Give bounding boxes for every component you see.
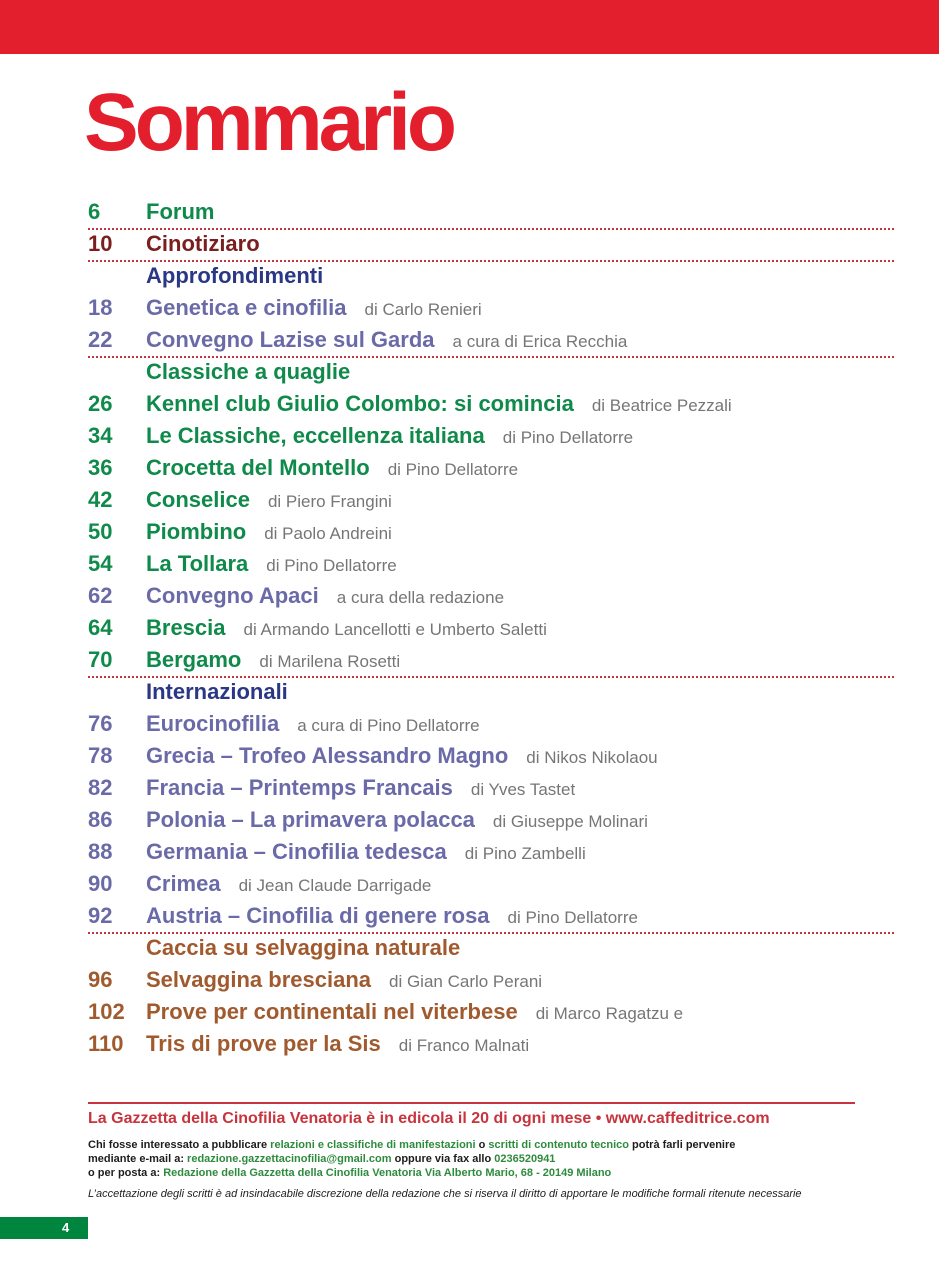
toc-entry [88, 836, 894, 868]
toc-title-text: Francia – Printemps Francais [146, 775, 453, 800]
toc-page-number: 92 [88, 903, 113, 928]
toc-page-number: 88 [88, 839, 113, 864]
toc-title [146, 324, 627, 358]
toc-entry [88, 516, 894, 548]
toc-author: di Pino Zambelli [464, 844, 586, 863]
toc-title [146, 196, 214, 228]
toc-title-text: Selvaggina bresciana [146, 967, 371, 992]
toc-section-heading [88, 676, 894, 708]
toc-title [146, 740, 658, 774]
page-title: Sommario [84, 77, 453, 168]
toc-entry [88, 420, 894, 452]
toc-entry [88, 868, 894, 900]
toc-page-number: 34 [88, 423, 113, 448]
toc-entry [88, 644, 894, 676]
toc-entry [88, 612, 894, 644]
toc-author: a cura di Erica Recchia [452, 332, 628, 351]
toc-entry [88, 196, 894, 228]
toc-author: di Carlo Renieri [364, 300, 482, 319]
toc-title [146, 484, 392, 518]
toc-entry [88, 804, 894, 836]
toc-author: di Pino Dellatorre [387, 460, 519, 479]
toc-title [146, 612, 547, 646]
toc-title-text: Kennel club Giulio Colombo: si comincia [146, 391, 574, 416]
contact-line-1: Chi fosse interessato a pubblicare relazioni e classifiche di manifestazioni o scritti di contenuto tecnico potrà farli pervenire [88, 1139, 736, 1151]
toc-page-number: 64 [88, 615, 113, 640]
toc-title-text: Le Classiche, eccellenza italiana [146, 423, 485, 448]
toc-title [146, 644, 400, 678]
toc-entry [88, 964, 894, 996]
toc-entry [88, 484, 894, 516]
toc-page-number: 26 [88, 391, 113, 416]
toc-section-heading [88, 356, 894, 388]
toc-title-text: Austria – Cinofilia di genere rosa [146, 903, 490, 928]
toc-title-text: Forum [146, 199, 215, 224]
toc-page-number: 70 [88, 647, 113, 672]
toc-title-text: Bergamo [146, 647, 242, 672]
toc-author: a cura di Pino Dellatorre [297, 716, 480, 735]
toc-author: di Nikos Nikolaou [526, 748, 658, 767]
toc-author: di Gian Carlo Perani [389, 972, 543, 991]
toc-author: di Paolo Andreini [264, 524, 392, 543]
toc-title [146, 228, 260, 260]
toc-author: di Beatrice Pezzali [591, 396, 732, 415]
contact-line-2: mediante e-mail a: redazione.gazzettacinofilia@gmail.com oppure via fax allo 0236520941 [88, 1153, 556, 1165]
footer-disclaimer: L’accettazione degli scritti è ad insindacabile discrezione della redazione che si riserva il diritto di apportare le modifiche formali ritenute necessarie [88, 1188, 802, 1200]
toc-title [146, 900, 638, 934]
toc-author: di Pino Dellatorre [266, 556, 397, 575]
contact-email[interactable]: redazione.gazzettacinofilia@gmail.com [187, 1153, 392, 1165]
toc-page-number: 42 [88, 487, 113, 512]
toc-title-text: Grecia – Trofeo Alessandro Magno [146, 743, 509, 768]
toc-title-text: Classiche a quaglie [146, 359, 351, 384]
toc-section-heading [88, 932, 894, 964]
toc-page-number: 78 [88, 743, 113, 768]
footer-divider [88, 1102, 855, 1104]
toc-title-text: Convegno Lazise sul Garda [146, 327, 435, 352]
toc-title-text: Tris di prove per la Sis [146, 1031, 381, 1056]
toc-author: di Armando Lancellotti e Umberto Saletti [243, 620, 547, 639]
toc-title-text: Crimea [146, 871, 221, 896]
toc-title-text: Conselice [146, 487, 250, 512]
toc-page-number: 110 [88, 1031, 124, 1056]
toc-page-number: 102 [88, 999, 125, 1024]
toc-title [146, 708, 480, 742]
toc-title [146, 804, 648, 838]
toc-author: di Franco Malnati [398, 1036, 530, 1055]
toc-entry [88, 740, 894, 772]
toc-title-text: Cinotiziaro [146, 231, 260, 256]
toc-page-number: 62 [88, 583, 113, 608]
toc-entry [88, 228, 894, 260]
toc-title [146, 996, 683, 1030]
toc-page-number: 86 [88, 807, 113, 832]
toc-title-text: Approfondimenti [146, 263, 324, 288]
toc-page-number: 50 [88, 519, 113, 544]
toc-title-text: Caccia su selvaggina naturale [146, 935, 461, 960]
toc-title-text: La Tollara [146, 551, 249, 576]
toc-entry [88, 452, 894, 484]
toc-page-number: 36 [88, 455, 113, 480]
toc-title-text: Eurocinofilia [146, 711, 280, 736]
toc-page-number: 90 [88, 871, 113, 896]
toc-title-text: Germania – Cinofilia tedesca [146, 839, 447, 864]
toc-title [146, 836, 586, 870]
toc-page-number: 18 [88, 295, 113, 320]
toc-entry [88, 900, 894, 932]
toc-title-text: Piombino [146, 519, 247, 544]
toc-page-number: 76 [88, 711, 113, 736]
page-number-badge [0, 1217, 88, 1239]
toc-title [146, 388, 732, 422]
toc-author: a cura della redazione [336, 588, 505, 607]
toc-title [146, 932, 460, 964]
toc-title [146, 260, 323, 292]
toc-title [146, 868, 431, 902]
toc-author: di Giuseppe Molinari [492, 812, 648, 831]
toc-entry [88, 292, 894, 324]
toc-author: di Jean Claude Darrigade [238, 876, 432, 895]
toc-title [146, 356, 350, 388]
footer-contact-info [88, 1138, 735, 1180]
toc-entry [88, 580, 894, 612]
toc-entry [88, 708, 894, 740]
toc-author: di Pino Dellatorre [507, 908, 638, 927]
toc-title [146, 516, 392, 550]
contact-fax: 0236520941 [494, 1153, 556, 1165]
toc-entry [88, 996, 894, 1028]
toc-page-number: 96 [88, 967, 113, 992]
toc-title [146, 676, 288, 708]
toc-title-text: Prove per continentali nel viterbese [146, 999, 518, 1024]
toc-title-text: Genetica e cinofilia [146, 295, 347, 320]
toc-title-text: Brescia [146, 615, 226, 640]
toc-title-text: Convegno Apaci [146, 583, 319, 608]
toc-title-text: Polonia – La primavera polacca [146, 807, 475, 832]
toc-author: di Piero Frangini [267, 492, 392, 511]
toc-author: di Marilena Rosetti [259, 652, 401, 671]
toc-entry [88, 1028, 894, 1060]
postal-address: Redazione della Gazzetta della Cinofilia Venatoria Via Alberto Mario, 68 - 20149 Milano [163, 1167, 612, 1179]
toc-title-text: Crocetta del Montello [146, 455, 370, 480]
toc-title [146, 1028, 529, 1062]
toc-title [146, 292, 482, 326]
toc-author: di Pino Dellatorre [502, 428, 634, 447]
toc-entry [88, 772, 894, 804]
toc-entry [88, 388, 894, 420]
toc-title [146, 548, 397, 582]
toc-page-number: 22 [88, 327, 113, 352]
top-red-band [0, 0, 939, 54]
toc-title-text: Internazionali [146, 679, 288, 704]
toc-page-number: 82 [88, 775, 113, 800]
toc-author: di Marco Ragatzu e [535, 1004, 684, 1023]
contact-line-3: o per posta a: Redazione della Gazzetta della Cinofilia Venatoria Via Alberto Mario, 68 - 20149 Milano [88, 1167, 612, 1179]
toc-title [146, 772, 575, 806]
toc-section-heading [88, 260, 894, 292]
table-of-contents [88, 196, 894, 1060]
toc-title [146, 964, 542, 998]
toc-page-number: 10 [88, 231, 113, 256]
toc-entry [88, 324, 894, 356]
page-number: 4 [62, 1220, 70, 1235]
toc-title [146, 452, 518, 486]
toc-page-number: 54 [88, 551, 113, 576]
toc-title [146, 420, 633, 454]
toc-author: di Yves Tastet [470, 780, 576, 799]
toc-entry [88, 548, 894, 580]
footer-headline: La Gazzetta della Cinofilia Venatoria è in edicola il 20 di ogni mese • www.caffeditrice.com [88, 1110, 770, 1127]
toc-page-number: 6 [88, 199, 101, 224]
toc-title [146, 580, 504, 614]
